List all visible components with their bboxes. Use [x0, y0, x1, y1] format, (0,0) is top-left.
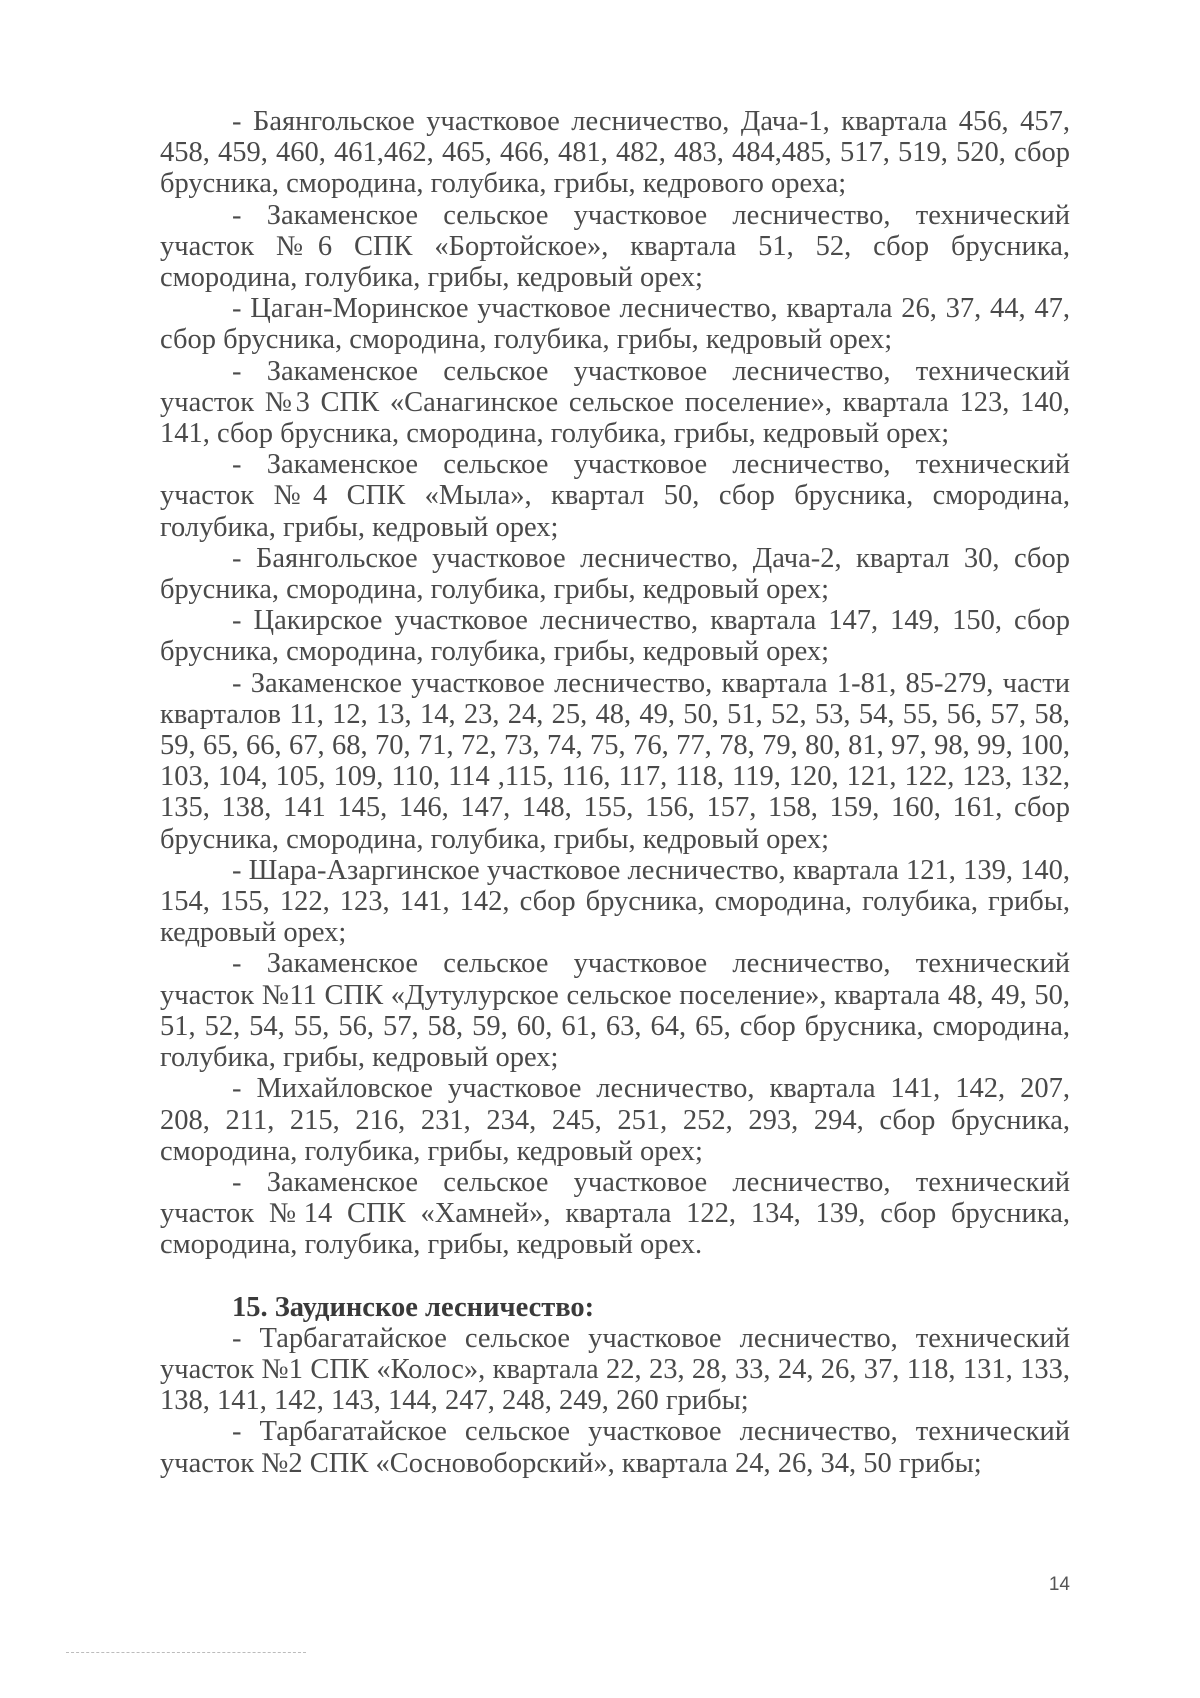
- section-spacer: [160, 1261, 1070, 1292]
- paragraph-tarbagatay-tech-1: - Тарбагатайское сельское участковое лесничество, технический участок №1 СПК «Колос», квартала 22, 23, 28, 33, 24, 26, 37, 118, 131, 133, 138, 141, 142, 143, 144, 247, 248, 249, 260 грибы;: [160, 1322, 1070, 1417]
- paragraph-tsagan-morin: - Цаган-Моринское участковое лесничество, квартала 26, 37, 44, 47, сбор брусника, смородина, голубика, грибы, кедровый орех;: [160, 293, 1070, 356]
- page-number: 14: [1048, 1574, 1070, 1595]
- paragraph-bayangol-dacha-1: - Баянгольское участковое лесничество, Дача-1, квартала 456, 457, 458, 459, 460, 461,462, 465, 466, 481, 482, 483, 484,485, 517, 519, 520, сбор брусника, смородина, голубика, грибы, кедрового ореха;: [160, 106, 1070, 200]
- paragraph-zakamensk-tech-3: - Закаменское сельское участковое лесничество, технический участок №3 СПК «Санагинское сельское поселение», квартала 123, 140, 141, сбор брусника, смородина, голубика, грибы, кедровый орех;: [160, 355, 1070, 450]
- paragraph-shara-azarga: - Шара-Азаргинское участковое лесничество, квартала 121, 139, 140, 154, 155, 122, 123, 141, 142, сбор брусника, смородина, голубика, грибы, кедровый орех;: [160, 854, 1070, 949]
- paragraph-zakamensk-tech-14: - Закаменское сельское участковое лесничество, технический участок №14 СПК «Хамней», квартала 122, 134, 139, сбор брусника, смородина, голубика, грибы, кедровый орех.: [160, 1166, 1070, 1261]
- paragraph-zakamensk-tech-6: - Закаменское сельское участковое лесничество, технический участок №6 СПК «Бортойское», квартала 51, 52, сбор брусника, смородина, голубика, грибы, кедровый орех;: [160, 199, 1070, 294]
- document-body: [160, 106, 1070, 1479]
- paragraph-mikhaylovka: - Михайловское участковое лесничество, квартала 141, 142, 207, 208, 211, 215, 216, 231, 234, 245, 251, 252, 293, 294, сбор брусника, смородина, голубика, грибы, кедровый орех;: [160, 1073, 1070, 1167]
- paragraph-bayangol-dacha-2: - Баянгольское участковое лесничество, Дача-2, квартал 30, сбор брусника, смородина, голубика, грибы, кедровый орех;: [160, 542, 1070, 606]
- section-heading: 15. Заудинское лесничество:: [232, 1291, 595, 1323]
- paragraph-zakamensk-quarters: - Закаменское участковое лесничество, квартала 1-81, 85-279, части кварталов 11, 12, 13, 14, 23, 24, 25, 48, 49, 50, 51, 52, 53, 54, 55, 56, 57, 58, 59, 65, 66, 67, 68, 70, 71, 72, 73, 74, 75, 76, 77, 78, 79, 80, 81, 97, 98, 99, 100, 103, 104, 105, 109, 110, 114 ,115, 116, 117, 118, 119, 120, 121, 122, 123, 132, 135, 138, 141 145, 146, 147, 148, 155, 156, 157, 158, 159, 160, 161, сбор брусника, смородина, голубика, грибы, кедровый орех;: [160, 667, 1070, 855]
- paragraph-tarbagatay-tech-2: - Тарбагатайское сельское участковое лесничество, технический участок №2 СПК «Сосновоборский», квартала 24, 26, 34, 50 грибы;: [160, 1416, 1070, 1479]
- paragraph-zakamensk-tech-11: - Закаменское сельское участковое лесничество, технический участок №11 СПК «Дутулурское сельское поселение», квартала 48, 49, 50, 51, 52, 54, 55, 56, 57, 58, 59, 60, 61, 63, 64, 65, сбор брусника, смородина, голубика, грибы, кедровый орех;: [160, 948, 1070, 1074]
- scan-artifact-line: [66, 1652, 306, 1653]
- paragraph-zakamensk-tech-4: - Закаменское сельское участковое лесничество, технический участок №4 СПК «Мыла», квартал 50, сбор брусника, смородина, голубика, грибы, кедровый орех;: [160, 449, 1070, 543]
- paragraph-tsakir: - Цакирское участковое лесничество, квартала 147, 149, 150, сбор брусника, смородина, голубика, грибы, кедровый орех;: [160, 605, 1070, 668]
